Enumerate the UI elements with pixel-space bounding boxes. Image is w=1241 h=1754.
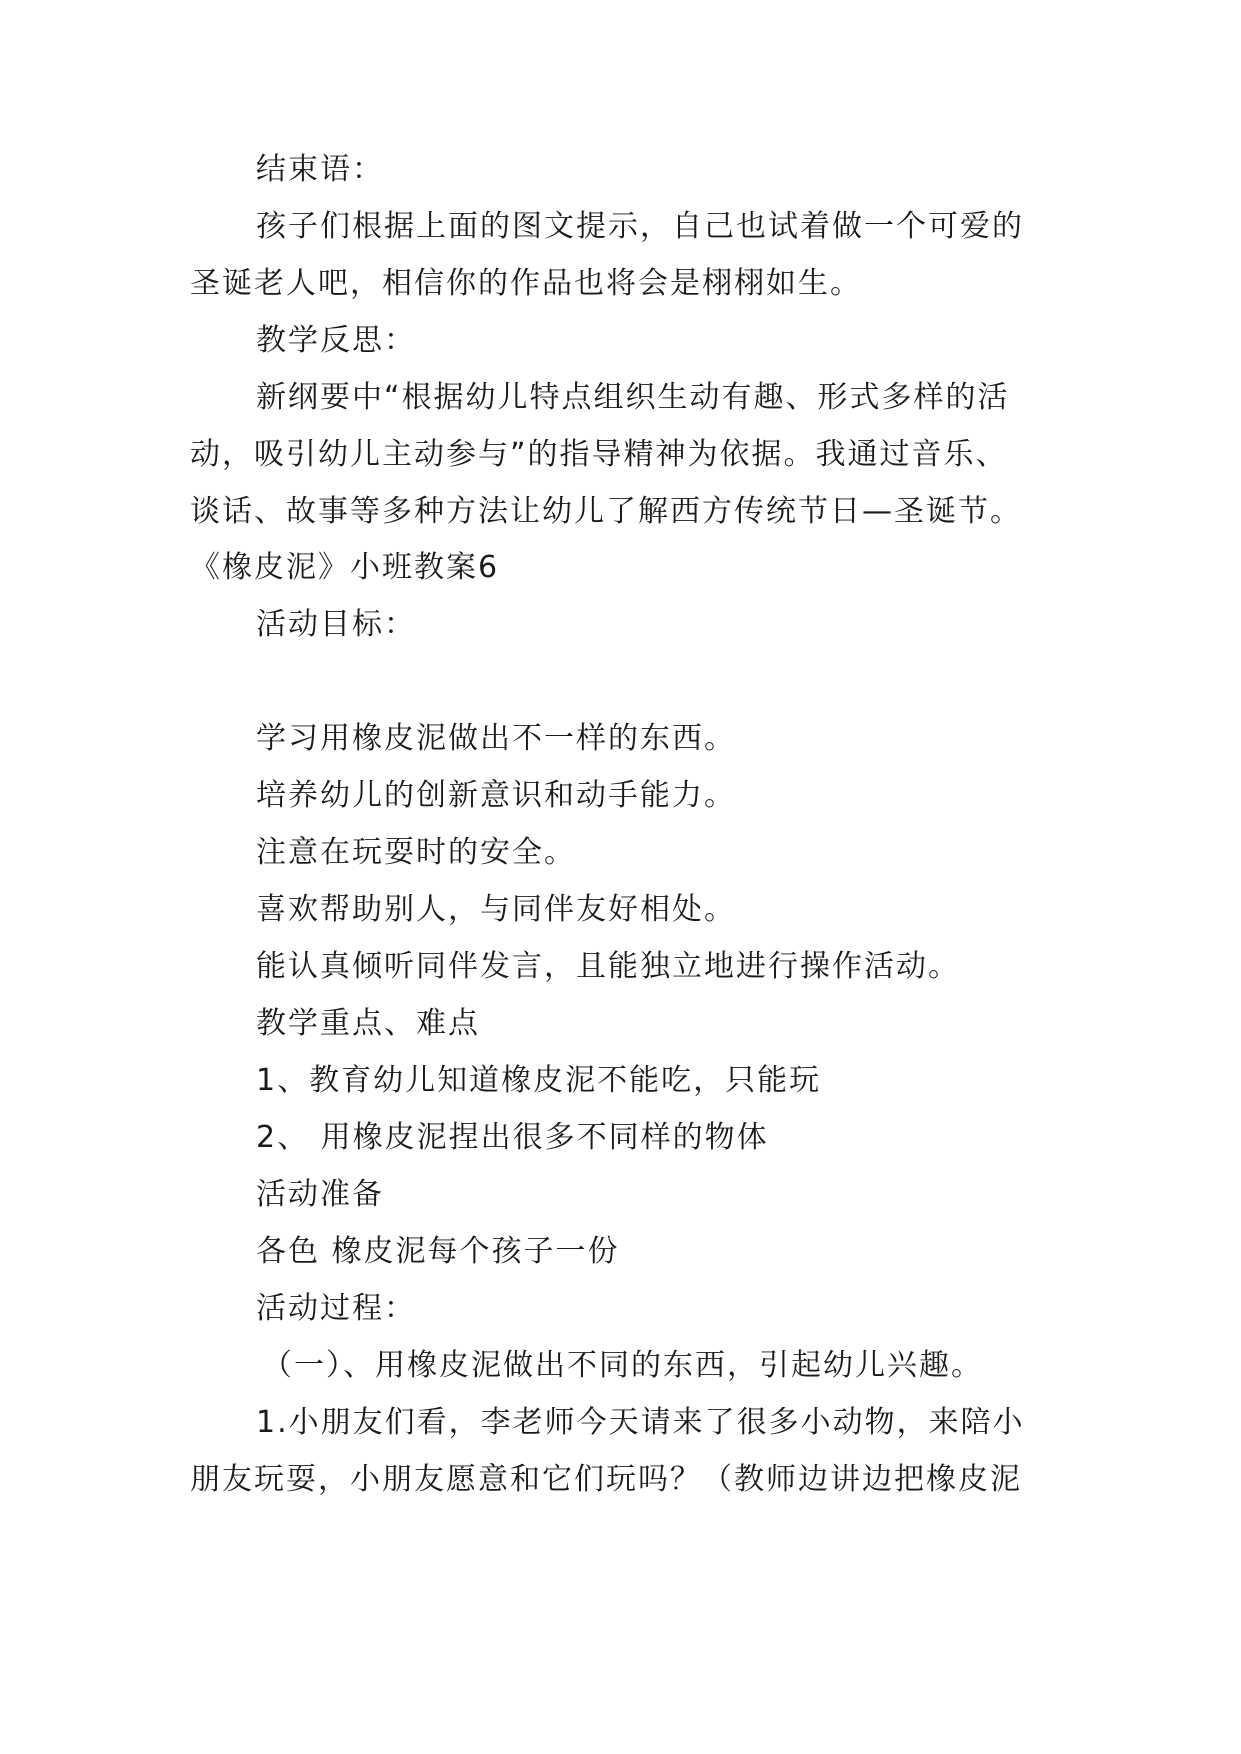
section-heading-conclusion: 结束语：: [256, 152, 384, 187]
section-heading-process: 活动过程：: [256, 1291, 416, 1326]
section-heading-preparation: 活动准备: [256, 1177, 384, 1212]
goal-item: 能认真倾听同伴发言，且能独立地进行操作活动。: [256, 949, 960, 984]
paragraph-line: 圣诞老人吧，相信你的作品也将会是栩栩如生。: [190, 266, 862, 301]
goal-item: 培养幼儿的创新意识和动手能力。: [256, 778, 736, 813]
preparation-item: 各色 橡皮泥每个孩子一份: [256, 1234, 620, 1269]
goal-item: 喜欢帮助别人，与同伴友好相处。: [256, 892, 736, 927]
lesson-plan-title: 《橡皮泥》小班教案6: [190, 550, 500, 585]
section-heading-goals: 活动目标：: [256, 607, 416, 642]
section-heading-focus: 教学重点、难点: [256, 1006, 480, 1041]
paragraph-line: 新纲要中“根据幼儿特点组织生动有趣、形式多样的活: [256, 380, 1010, 415]
section-heading-reflection: 教学反思：: [256, 323, 416, 358]
goal-item: 注意在玩耍时的安全。: [256, 835, 576, 870]
focus-item: 1、教育幼儿知道橡皮泥不能吃，只能玩: [256, 1063, 822, 1098]
process-step-heading: （一）、用橡皮泥做出不同的东西，引起幼儿兴趣。: [262, 1348, 983, 1383]
paragraph-line: 动，吸引幼儿主动参与”的指导精神为依据。我通过音乐、: [190, 437, 1008, 472]
paragraph-line: 谈话、故事等多种方法让幼儿了解西方传统节日—圣诞节。: [190, 494, 1022, 529]
paragraph-line: 孩子们根据上面的图文提示，自己也试着做一个可爱的: [256, 209, 1024, 244]
paragraph-line: 1.小朋友们看，李老师今天请来了很多小动物，来陪小: [256, 1405, 1025, 1440]
goal-item: 学习用橡皮泥做出不一样的东西。: [256, 721, 736, 756]
paragraph-line: 朋友玩耍，小朋友愿意和它们玩吗？（教师边讲边把橡皮泥: [190, 1462, 1022, 1497]
focus-item: 2、 用橡皮泥捏出很多不同样的物体: [256, 1120, 769, 1155]
